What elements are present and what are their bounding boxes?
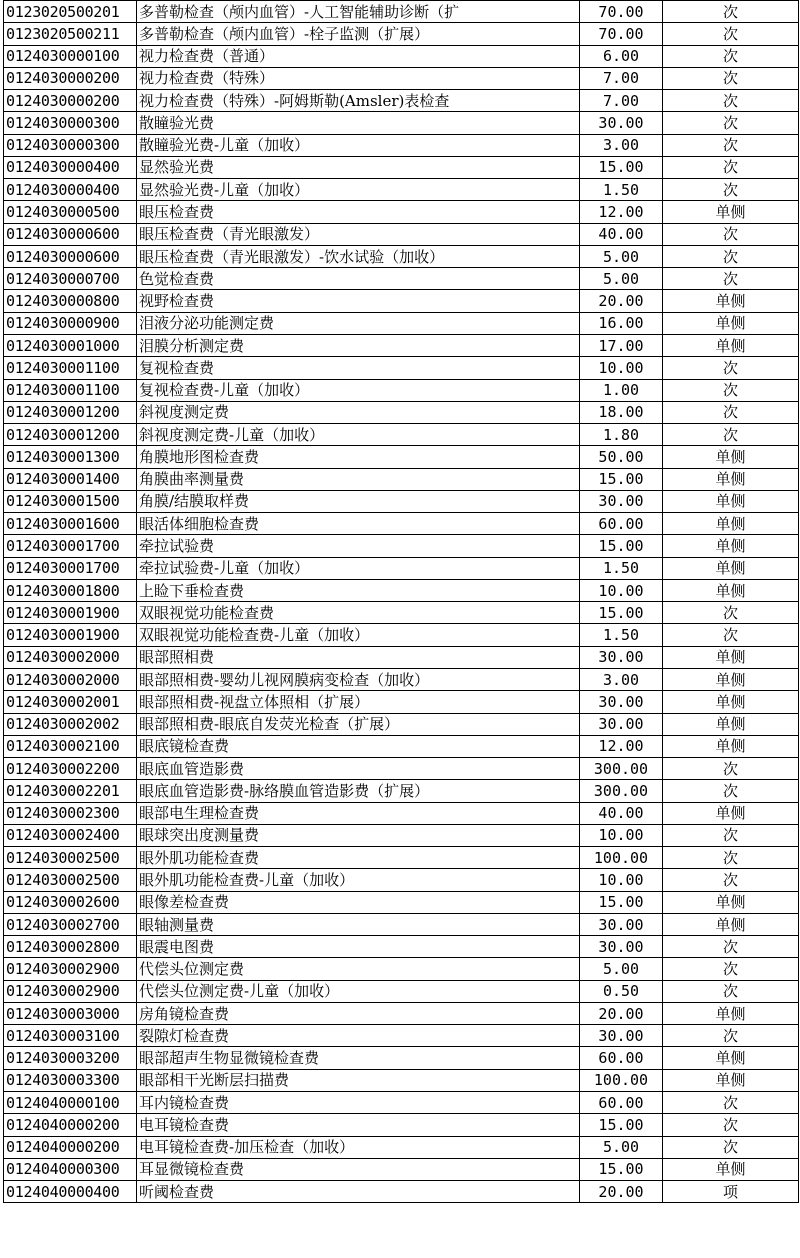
item-unit-cell: 次 <box>663 45 799 67</box>
item-code-cell: 0124030000500 <box>4 201 137 223</box>
table-row <box>4 490 799 512</box>
item-price-cell: 15.00 <box>580 156 663 178</box>
item-price-cell: 15.00 <box>580 1114 663 1136</box>
table-row <box>4 201 799 223</box>
item-unit-cell: 单侧 <box>663 557 799 579</box>
item-name-cell: 听阈检查费 <box>137 1181 580 1203</box>
table-row <box>4 735 799 757</box>
item-unit-cell: 次 <box>663 1092 799 1114</box>
item-price-cell: 20.00 <box>580 1002 663 1024</box>
item-name-cell: 裂隙灯检查费 <box>137 1025 580 1047</box>
fee-table <box>3 0 799 1203</box>
item-price-cell: 10.00 <box>580 869 663 891</box>
item-price-cell: 1.00 <box>580 379 663 401</box>
item-name-cell: 眼活体细胞检查费 <box>137 513 580 535</box>
item-price-cell: 60.00 <box>580 1047 663 1069</box>
item-price-cell: 60.00 <box>580 513 663 535</box>
item-name-cell: 角膜曲率测量费 <box>137 468 580 490</box>
item-price-cell: 18.00 <box>580 401 663 423</box>
item-name-cell: 眼部相干光断层扫描费 <box>137 1069 580 1091</box>
item-price-cell: 5.00 <box>580 1136 663 1158</box>
table-row <box>4 223 799 245</box>
item-price-cell: 1.50 <box>580 557 663 579</box>
item-code-cell: 0124040000400 <box>4 1181 137 1203</box>
item-code-cell: 0124030002900 <box>4 958 137 980</box>
item-price-cell: 12.00 <box>580 201 663 223</box>
item-code-cell: 0124030000900 <box>4 312 137 334</box>
item-name-cell: 多普勒检查（颅内血管）-栓子监测（扩展） <box>137 23 580 45</box>
item-name-cell: 角膜地形图检查费 <box>137 446 580 468</box>
item-price-cell: 7.00 <box>580 90 663 112</box>
item-price-cell: 1.50 <box>580 179 663 201</box>
item-name-cell: 眼底血管造影费-脉络膜血管造影费（扩展） <box>137 780 580 802</box>
item-unit-cell: 次 <box>663 824 799 846</box>
item-name-cell: 牵拉试验费-儿童（加收） <box>137 557 580 579</box>
item-name-cell: 泪膜分析测定费 <box>137 334 580 356</box>
item-name-cell: 眼部照相费 <box>137 646 580 668</box>
table-row <box>4 23 799 45</box>
item-unit-cell: 次 <box>663 1136 799 1158</box>
item-price-cell: 40.00 <box>580 223 663 245</box>
item-code-cell: 0124030000700 <box>4 268 137 290</box>
item-price-cell: 5.00 <box>580 268 663 290</box>
item-price-cell: 10.00 <box>580 824 663 846</box>
item-name-cell: 显然验光费-儿童（加收） <box>137 179 580 201</box>
item-code-cell: 0124030002900 <box>4 980 137 1002</box>
item-code-cell: 0123020500201 <box>4 1 137 23</box>
item-price-cell: 30.00 <box>580 1025 663 1047</box>
table-row <box>4 891 799 913</box>
item-name-cell: 耳内镜检查费 <box>137 1092 580 1114</box>
table-row <box>4 802 799 824</box>
item-code-cell: 0124030003200 <box>4 1047 137 1069</box>
item-unit-cell: 单侧 <box>663 513 799 535</box>
item-unit-cell: 次 <box>663 156 799 178</box>
item-unit-cell: 次 <box>663 379 799 401</box>
table-row <box>4 646 799 668</box>
item-unit-cell: 单侧 <box>663 312 799 334</box>
item-name-cell: 代偿头位测定费-儿童（加收） <box>137 980 580 1002</box>
item-code-cell: 0124030001300 <box>4 446 137 468</box>
item-price-cell: 50.00 <box>580 446 663 468</box>
item-name-cell: 电耳镜检查费 <box>137 1114 580 1136</box>
table-row <box>4 357 799 379</box>
table-row <box>4 557 799 579</box>
item-unit-cell: 项 <box>663 1181 799 1203</box>
table-row <box>4 824 799 846</box>
item-name-cell: 视野检查费 <box>137 290 580 312</box>
item-unit-cell: 单侧 <box>663 201 799 223</box>
item-code-cell: 0124030001700 <box>4 557 137 579</box>
item-price-cell: 300.00 <box>580 780 663 802</box>
table-row <box>4 624 799 646</box>
table-row <box>4 936 799 958</box>
item-unit-cell: 单侧 <box>663 468 799 490</box>
item-price-cell: 15.00 <box>580 535 663 557</box>
item-name-cell: 眼底血管造影费 <box>137 758 580 780</box>
item-code-cell: 0124030002001 <box>4 691 137 713</box>
item-unit-cell: 单侧 <box>663 334 799 356</box>
table-row <box>4 691 799 713</box>
item-code-cell: 0124030002300 <box>4 802 137 824</box>
item-name-cell: 双眼视觉功能检查费 <box>137 602 580 624</box>
item-unit-cell: 单侧 <box>663 535 799 557</box>
table-row <box>4 579 799 601</box>
table-row <box>4 847 799 869</box>
item-price-cell: 70.00 <box>580 1 663 23</box>
item-name-cell: 上睑下垂检查费 <box>137 579 580 601</box>
table-row <box>4 1158 799 1180</box>
item-code-cell: 0124030001400 <box>4 468 137 490</box>
item-name-cell: 眼压检查费（青光眼激发）-饮水试验（加收） <box>137 245 580 267</box>
item-unit-cell: 次 <box>663 357 799 379</box>
table-row <box>4 980 799 1002</box>
item-unit-cell: 次 <box>663 268 799 290</box>
item-code-cell: 0124030001100 <box>4 379 137 401</box>
item-price-cell: 17.00 <box>580 334 663 356</box>
item-price-cell: 15.00 <box>580 468 663 490</box>
item-code-cell: 0124030001600 <box>4 513 137 535</box>
table-row <box>4 379 799 401</box>
table-row <box>4 312 799 334</box>
item-price-cell: 30.00 <box>580 691 663 713</box>
item-unit-cell: 单侧 <box>663 290 799 312</box>
item-name-cell: 眼外肌功能检查费 <box>137 847 580 869</box>
item-name-cell: 代偿头位测定费 <box>137 958 580 980</box>
table-row <box>4 913 799 935</box>
item-price-cell: 10.00 <box>580 357 663 379</box>
item-price-cell: 300.00 <box>580 758 663 780</box>
table-row <box>4 1069 799 1091</box>
item-code-cell: 0124030001100 <box>4 357 137 379</box>
item-price-cell: 6.00 <box>580 45 663 67</box>
table-row <box>4 334 799 356</box>
item-unit-cell: 次 <box>663 67 799 89</box>
item-name-cell: 视力检查费（特殊）-阿姆斯勒(Amsler)表检查 <box>137 90 580 112</box>
item-unit-cell: 单侧 <box>663 713 799 735</box>
item-price-cell: 7.00 <box>580 67 663 89</box>
fee-table-body <box>4 1 799 1203</box>
table-row <box>4 780 799 802</box>
item-code-cell: 0124030002700 <box>4 913 137 935</box>
item-unit-cell: 单侧 <box>663 1002 799 1024</box>
item-unit-cell: 次 <box>663 958 799 980</box>
item-code-cell: 0124040000200 <box>4 1114 137 1136</box>
item-code-cell: 0124030003000 <box>4 1002 137 1024</box>
item-price-cell: 5.00 <box>580 958 663 980</box>
item-code-cell: 0124040000200 <box>4 1136 137 1158</box>
item-unit-cell: 次 <box>663 1 799 23</box>
item-name-cell: 显然验光费 <box>137 156 580 178</box>
item-code-cell: 0124030002600 <box>4 891 137 913</box>
item-name-cell: 多普勒检查（颅内血管）-人工智能辅助诊断（扩 <box>137 1 580 23</box>
item-unit-cell: 次 <box>663 90 799 112</box>
item-name-cell: 斜视度测定费 <box>137 401 580 423</box>
item-name-cell: 散瞳验光费-儿童（加收） <box>137 134 580 156</box>
table-row <box>4 958 799 980</box>
item-name-cell: 眼底镜检查费 <box>137 735 580 757</box>
table-row <box>4 45 799 67</box>
item-name-cell: 视力检查费（特殊） <box>137 67 580 89</box>
item-name-cell: 眼部照相费-婴幼儿视网膜病变检查（加收） <box>137 668 580 690</box>
item-price-cell: 100.00 <box>580 847 663 869</box>
item-name-cell: 眼部电生理检查费 <box>137 802 580 824</box>
table-row <box>4 602 799 624</box>
table-row <box>4 1 799 23</box>
item-price-cell: 60.00 <box>580 1092 663 1114</box>
table-row <box>4 112 799 134</box>
table-row <box>4 1114 799 1136</box>
item-name-cell: 眼像差检查费 <box>137 891 580 913</box>
item-code-cell: 0124030000100 <box>4 45 137 67</box>
item-name-cell: 泪液分泌功能测定费 <box>137 312 580 334</box>
item-unit-cell: 次 <box>663 401 799 423</box>
item-code-cell: 0124030000200 <box>4 90 137 112</box>
item-name-cell: 房角镜检查费 <box>137 1002 580 1024</box>
item-name-cell: 色觉检查费 <box>137 268 580 290</box>
item-name-cell: 角膜/结膜取样费 <box>137 490 580 512</box>
item-price-cell: 15.00 <box>580 602 663 624</box>
item-unit-cell: 次 <box>663 980 799 1002</box>
item-name-cell: 眼部照相费-眼底自发荧光检查（扩展） <box>137 713 580 735</box>
item-code-cell: 0124030001900 <box>4 602 137 624</box>
item-unit-cell: 次 <box>663 847 799 869</box>
item-name-cell: 眼球突出度测量费 <box>137 824 580 846</box>
table-row <box>4 668 799 690</box>
item-price-cell: 30.00 <box>580 713 663 735</box>
item-code-cell: 0124030003100 <box>4 1025 137 1047</box>
item-name-cell: 复视检查费-儿童（加收） <box>137 379 580 401</box>
item-code-cell: 0124030002002 <box>4 713 137 735</box>
item-unit-cell: 单侧 <box>663 891 799 913</box>
item-code-cell: 0124030002000 <box>4 668 137 690</box>
item-code-cell: 0124030000800 <box>4 290 137 312</box>
item-name-cell: 斜视度测定费-儿童（加收） <box>137 424 580 446</box>
item-price-cell: 100.00 <box>580 1069 663 1091</box>
item-name-cell: 电耳镜检查费-加压检查（加收） <box>137 1136 580 1158</box>
item-unit-cell: 单侧 <box>663 446 799 468</box>
item-unit-cell: 单侧 <box>663 1069 799 1091</box>
table-row <box>4 1047 799 1069</box>
item-price-cell: 30.00 <box>580 936 663 958</box>
item-unit-cell: 次 <box>663 112 799 134</box>
item-unit-cell: 单侧 <box>663 490 799 512</box>
item-unit-cell: 次 <box>663 1025 799 1047</box>
item-unit-cell: 次 <box>663 179 799 201</box>
item-name-cell: 眼轴测量费 <box>137 913 580 935</box>
item-code-cell: 0124030000600 <box>4 223 137 245</box>
table-row <box>4 268 799 290</box>
table-row <box>4 1025 799 1047</box>
item-code-cell: 0124040000300 <box>4 1158 137 1180</box>
item-code-cell: 0124030001500 <box>4 490 137 512</box>
item-code-cell: 0124030003300 <box>4 1069 137 1091</box>
table-row <box>4 424 799 446</box>
item-unit-cell: 次 <box>663 23 799 45</box>
item-code-cell: 0124030000400 <box>4 156 137 178</box>
item-unit-cell: 次 <box>663 223 799 245</box>
item-unit-cell: 单侧 <box>663 691 799 713</box>
item-price-cell: 20.00 <box>580 290 663 312</box>
table-row <box>4 869 799 891</box>
table-row <box>4 513 799 535</box>
item-code-cell: 0124030002400 <box>4 824 137 846</box>
item-unit-cell: 单侧 <box>663 668 799 690</box>
table-row <box>4 758 799 780</box>
item-price-cell: 30.00 <box>580 490 663 512</box>
item-unit-cell: 单侧 <box>663 913 799 935</box>
item-unit-cell: 次 <box>663 758 799 780</box>
item-code-cell: 0124030002500 <box>4 869 137 891</box>
item-code-cell: 0124030001200 <box>4 424 137 446</box>
item-unit-cell: 次 <box>663 624 799 646</box>
table-row <box>4 1136 799 1158</box>
item-unit-cell: 次 <box>663 780 799 802</box>
item-name-cell: 视力检查费（普通） <box>137 45 580 67</box>
item-name-cell: 眼压检查费 <box>137 201 580 223</box>
item-price-cell: 70.00 <box>580 23 663 45</box>
item-unit-cell: 次 <box>663 936 799 958</box>
table-row <box>4 713 799 735</box>
table-row <box>4 134 799 156</box>
table-row <box>4 156 799 178</box>
item-price-cell: 0.50 <box>580 980 663 1002</box>
table-row <box>4 535 799 557</box>
item-unit-cell: 次 <box>663 424 799 446</box>
item-code-cell: 0123020500211 <box>4 23 137 45</box>
item-code-cell: 0124040000100 <box>4 1092 137 1114</box>
table-row <box>4 290 799 312</box>
table-row <box>4 401 799 423</box>
table-row <box>4 90 799 112</box>
table-row <box>4 1002 799 1024</box>
item-code-cell: 0124030002500 <box>4 847 137 869</box>
item-price-cell: 1.50 <box>580 624 663 646</box>
item-code-cell: 0124030000400 <box>4 179 137 201</box>
item-price-cell: 30.00 <box>580 913 663 935</box>
item-price-cell: 20.00 <box>580 1181 663 1203</box>
item-unit-cell: 次 <box>663 1114 799 1136</box>
item-code-cell: 0124030002200 <box>4 758 137 780</box>
item-unit-cell: 次 <box>663 602 799 624</box>
table-row <box>4 179 799 201</box>
item-unit-cell: 单侧 <box>663 1047 799 1069</box>
item-price-cell: 15.00 <box>580 891 663 913</box>
item-unit-cell: 次 <box>663 245 799 267</box>
table-row <box>4 67 799 89</box>
item-name-cell: 眼部照相费-视盘立体照相（扩展） <box>137 691 580 713</box>
item-code-cell: 0124030002000 <box>4 646 137 668</box>
item-price-cell: 3.00 <box>580 668 663 690</box>
item-unit-cell: 单侧 <box>663 802 799 824</box>
item-code-cell: 0124030002100 <box>4 735 137 757</box>
item-code-cell: 0124030002800 <box>4 936 137 958</box>
item-price-cell: 1.80 <box>580 424 663 446</box>
item-name-cell: 散瞳验光费 <box>137 112 580 134</box>
item-name-cell: 耳显微镜检查费 <box>137 1158 580 1180</box>
item-price-cell: 16.00 <box>580 312 663 334</box>
item-price-cell: 5.00 <box>580 245 663 267</box>
item-price-cell: 30.00 <box>580 112 663 134</box>
item-name-cell: 眼外肌功能检查费-儿童（加收） <box>137 869 580 891</box>
item-code-cell: 0124030000300 <box>4 112 137 134</box>
item-name-cell: 眼压检查费（青光眼激发） <box>137 223 580 245</box>
table-row <box>4 1181 799 1203</box>
item-name-cell: 双眼视觉功能检查费-儿童（加收） <box>137 624 580 646</box>
item-name-cell: 复视检查费 <box>137 357 580 379</box>
item-unit-cell: 单侧 <box>663 735 799 757</box>
item-code-cell: 0124030001700 <box>4 535 137 557</box>
item-price-cell: 3.00 <box>580 134 663 156</box>
item-price-cell: 40.00 <box>580 802 663 824</box>
item-code-cell: 0124030001800 <box>4 579 137 601</box>
item-code-cell: 0124030000200 <box>4 67 137 89</box>
item-name-cell: 眼震电图费 <box>137 936 580 958</box>
item-unit-cell: 次 <box>663 134 799 156</box>
item-price-cell: 30.00 <box>580 646 663 668</box>
item-code-cell: 0124030001200 <box>4 401 137 423</box>
item-name-cell: 牵拉试验费 <box>137 535 580 557</box>
table-row <box>4 446 799 468</box>
item-code-cell: 0124030000600 <box>4 245 137 267</box>
item-code-cell: 0124030001900 <box>4 624 137 646</box>
item-price-cell: 15.00 <box>580 1158 663 1180</box>
table-row <box>4 468 799 490</box>
item-code-cell: 0124030001000 <box>4 334 137 356</box>
item-name-cell: 眼部超声生物显微镜检查费 <box>137 1047 580 1069</box>
item-unit-cell: 单侧 <box>663 646 799 668</box>
item-unit-cell: 单侧 <box>663 1158 799 1180</box>
item-price-cell: 10.00 <box>580 579 663 601</box>
item-price-cell: 12.00 <box>580 735 663 757</box>
item-code-cell: 0124030002201 <box>4 780 137 802</box>
item-unit-cell: 次 <box>663 869 799 891</box>
table-row <box>4 245 799 267</box>
item-unit-cell: 单侧 <box>663 579 799 601</box>
item-code-cell: 0124030000300 <box>4 134 137 156</box>
table-row <box>4 1092 799 1114</box>
